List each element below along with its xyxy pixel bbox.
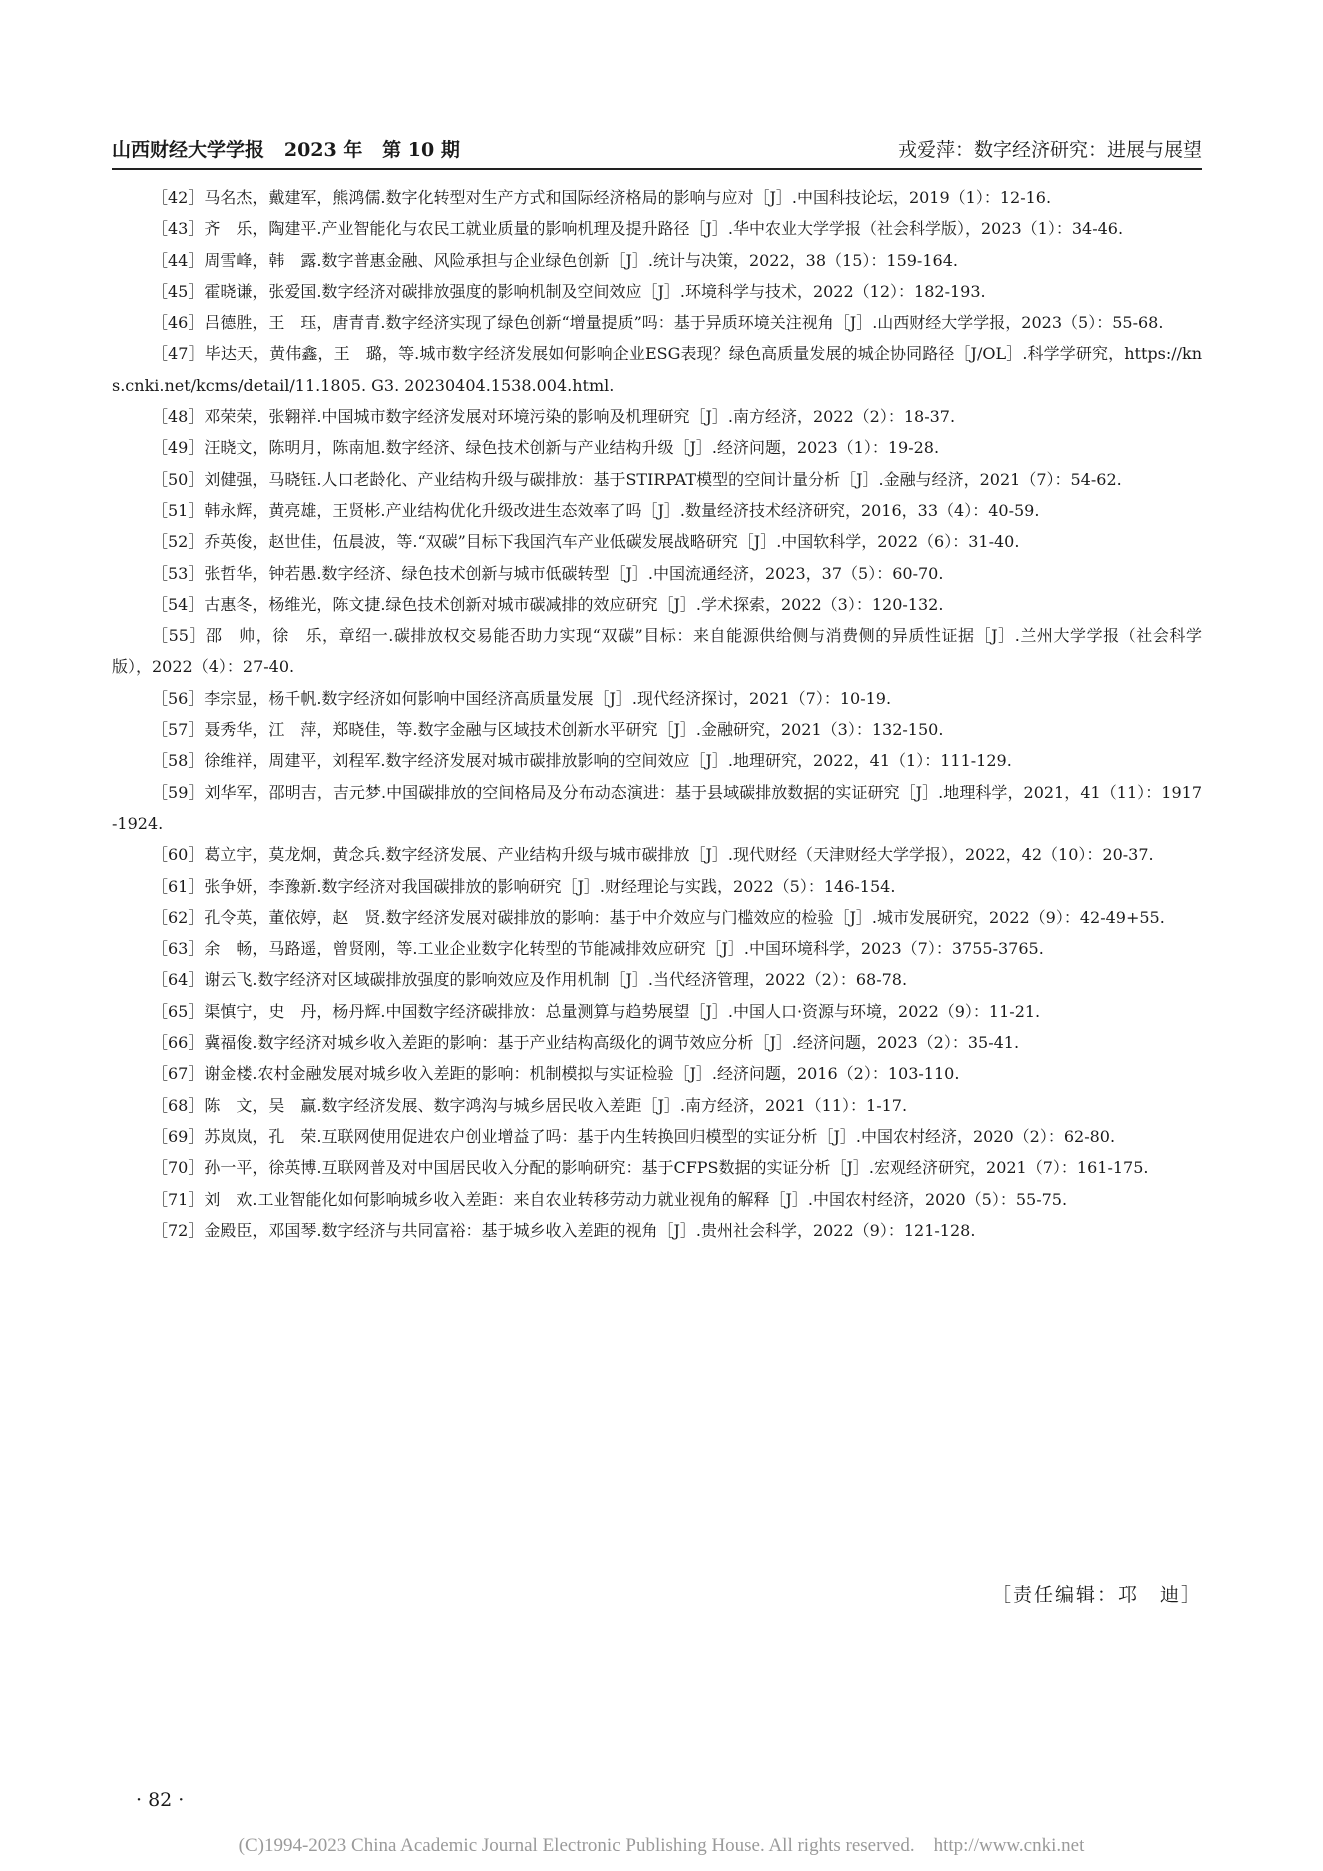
reference-item: ［67］谢金楼.农村金融发展对城乡收入差距的影响：机制模拟与实证检验［J］.经济问题，2016（2）：103-110. bbox=[152, 1064, 960, 1084]
reference-item: ［51］韩永辉，黄亮雄，王贤彬.产业结构优化升级改进生态效率了吗［J］.数量经济技术经济研究，2016，33（4）：40-59. bbox=[152, 500, 1040, 520]
responsible-editor: ［责任编辑：邛 迪］ bbox=[991, 1584, 1202, 1606]
journal-info: 山西财经大学学报 2023 年 第 10 期 bbox=[112, 139, 460, 161]
reference-item: ［65］渠慎宁，史 丹，杨丹辉.中国数字经济碳排放：总量测算与趋势展望［J］.中国人口·资源与环境，2022（9）：11-21. bbox=[152, 1001, 1041, 1021]
reference-item: ［48］邓荣荣，张翱祥.中国城市数字经济发展对环境污染的影响及机理研究［J］.南方经济，2022（2）：18-37. bbox=[152, 407, 956, 427]
running-header bbox=[112, 128, 1202, 170]
reference-item: ［57］聂秀华，江 萍，郑晓佳，等.数字金融与区域技术创新水平研究［J］.金融研究，2021（3）：132-150. bbox=[152, 720, 944, 740]
reference-item: ［66］冀福俊.数字经济对城乡收入差距的影响：基于产业结构高级化的调节效应分析［J］.经济问题，2023（2）：35-41. bbox=[152, 1033, 1020, 1053]
reference-item: ［68］陈 文，吴 赢.数字经济发展、数字鸿沟与城乡居民收入差距［J］.南方经济，2021（11）：1-17. bbox=[152, 1095, 908, 1115]
reference-item: ［53］张哲华，钟若愚.数字经济、绿色技术创新与城市低碳转型［J］.中国流通经济，2023，37（5）：60-70. bbox=[152, 563, 944, 583]
reference-item: ［54］古惠冬，杨维光，陈文捷.绿色技术创新对城市碳减排的效应研究［J］.学术探索，2022（3）：120-132. bbox=[152, 594, 944, 614]
reference-item: ［72］金殿臣，邓国琴.数字经济与共同富裕：基于城乡收入差距的视角［J］.贵州社会科学，2022（9）：121-128. bbox=[152, 1220, 976, 1240]
reference-item: ［69］苏岚岚，孔 荣.互联网使用促进农户创业增益了吗：基于内生转换回归模型的实证分析［J］.中国农村经济，2020（2）：62-80. bbox=[152, 1126, 1116, 1146]
reference-item: ［46］吕德胜，王 珏，唐青青.数字经济实现了绿色创新“增量提质”吗：基于异质环境关注视角［J］.山西财经大学学报，2023（5）：55-68. bbox=[152, 313, 1164, 333]
reference-item: ［49］汪晓文，陈明月，陈南旭.数字经济、绿色技术创新与产业结构升级［J］.经济问题，2023（1）：19-28. bbox=[152, 438, 940, 458]
reference-item: ［42］马名杰，戴建军，熊鸿儒.数字化转型对生产方式和国际经济格局的影响与应对［J］.中国科技论坛，2019（1）：12-16. bbox=[152, 188, 1052, 207]
reference-item: ［56］李宗显，杨千帆.数字经济如何影响中国经济高质量发展［J］.现代经济探讨，2021（7）：10-19. bbox=[152, 688, 892, 708]
reference-item: ［60］葛立宇，莫龙炯，黄念兵.数字经济发展、产业结构升级与城市碳排放［J］.现代财经（天津财经大学学报），2022，42（10）：20-37. bbox=[152, 845, 1154, 865]
reference-item: ［52］乔英俊，赵世佳，伍晨波，等.“双碳”目标下我国汽车产业低碳发展战略研究［J］.中国软科学，2022（6）：31-40. bbox=[152, 532, 1020, 552]
reference-item: ［43］齐 乐，陶建平.产业智能化与农民工就业质量的影响机理及提升路径［J］.华中农业大学学报（社会科学版），2023（1）：34-46. bbox=[152, 219, 1124, 239]
page-number: · 82 · bbox=[136, 1789, 185, 1811]
reference-item: ［64］谢云飞.数字经济对区域碳排放强度的影响效应及作用机制［J］.当代经济管理，2022（2）：68-78. bbox=[152, 970, 908, 990]
reference-item: ［61］张争妍，李豫新.数字经济对我国碳排放的影响研究［J］.财经理论与实践，2022（5）：146-154. bbox=[152, 876, 896, 896]
reference-item: ［62］孔令英，董依婷，赵 贤.数字经济发展对碳排放的影响：基于中介效应与门槛效应的检验［J］.城市发展研究，2022（9）：42-49+55. bbox=[152, 907, 1165, 927]
reference-item: ［70］孙一平，徐英博.互联网普及对中国居民收入分配的影响研究：基于CFPS数据的实证分析［J］.宏观经济研究，2021（7）：161-175. bbox=[152, 1158, 1149, 1178]
reference-item: ［50］刘健强，马晓钰.人口老龄化、产业结构升级与碳排放：基于STIRPAT模型的空间计量分析［J］.金融与经济，2021（7）：54-62. bbox=[152, 469, 1122, 489]
reference-item: ［55］邵 帅，徐 乐，章绍一.碳排放权交易能否助力实现“双碳”目标：来自能源供给侧与消费侧的异质性证据［J］.兰州大学学报（社会科学版），2022（4）：27-40. bbox=[112, 626, 1202, 677]
copyright-notice: (C)1994-2023 China Academic Journal Electronic Publishing House. All rights reserved. http://www.cnki.net bbox=[238, 1835, 1085, 1856]
reference-list bbox=[112, 182, 1202, 1246]
reference-item: ［47］毕达天，黄伟鑫，王 璐，等.城市数字经济发展如何影响企业ESG表现？绿色高质量发展的城企协同路径［J/OL］.科学学研究，https://kns.cnki.net/kcms/detail/11.1805. G3. 20230404.1538.004.html. bbox=[112, 344, 1202, 395]
reference-item: ［71］刘 欢.工业智能化如何影响城乡收入差距：来自农业转移劳动力就业视角的解释［J］.中国农村经济，2020（5）：55-75. bbox=[152, 1189, 1068, 1209]
reference-item: ［63］余 畅，马路遥，曾贤刚，等.工业企业数字化转型的节能减排效应研究［J］.中国环境科学，2023（7）：3755-3765. bbox=[152, 939, 1044, 959]
reference-item: ［44］周雪峰，韩 露.数字普惠金融、风险承担与企业绿色创新［J］.统计与决策，2022，38（15）：159-164. bbox=[152, 250, 958, 270]
reference-item: ［59］刘华军，邵明吉，吉元梦.中国碳排放的空间格局及分布动态演进：基于县域碳排放数据的实证研究［J］.地理科学，2021，41（11）：1917-1924. bbox=[112, 782, 1202, 833]
article-running-title: 戎爱萍：数字经济研究：进展与展望 bbox=[897, 139, 1202, 161]
reference-item: ［45］霍晓谦，张爱国.数字经济对碳排放强度的影响机制及空间效应［J］.环境科学与技术，2022（12）：182-193. bbox=[152, 281, 986, 301]
reference-item: ［58］徐维祥，周建平，刘程军.数字经济发展对城市碳排放影响的空间效应［J］.地理研究，2022，41（1）：111-129. bbox=[152, 751, 1012, 771]
